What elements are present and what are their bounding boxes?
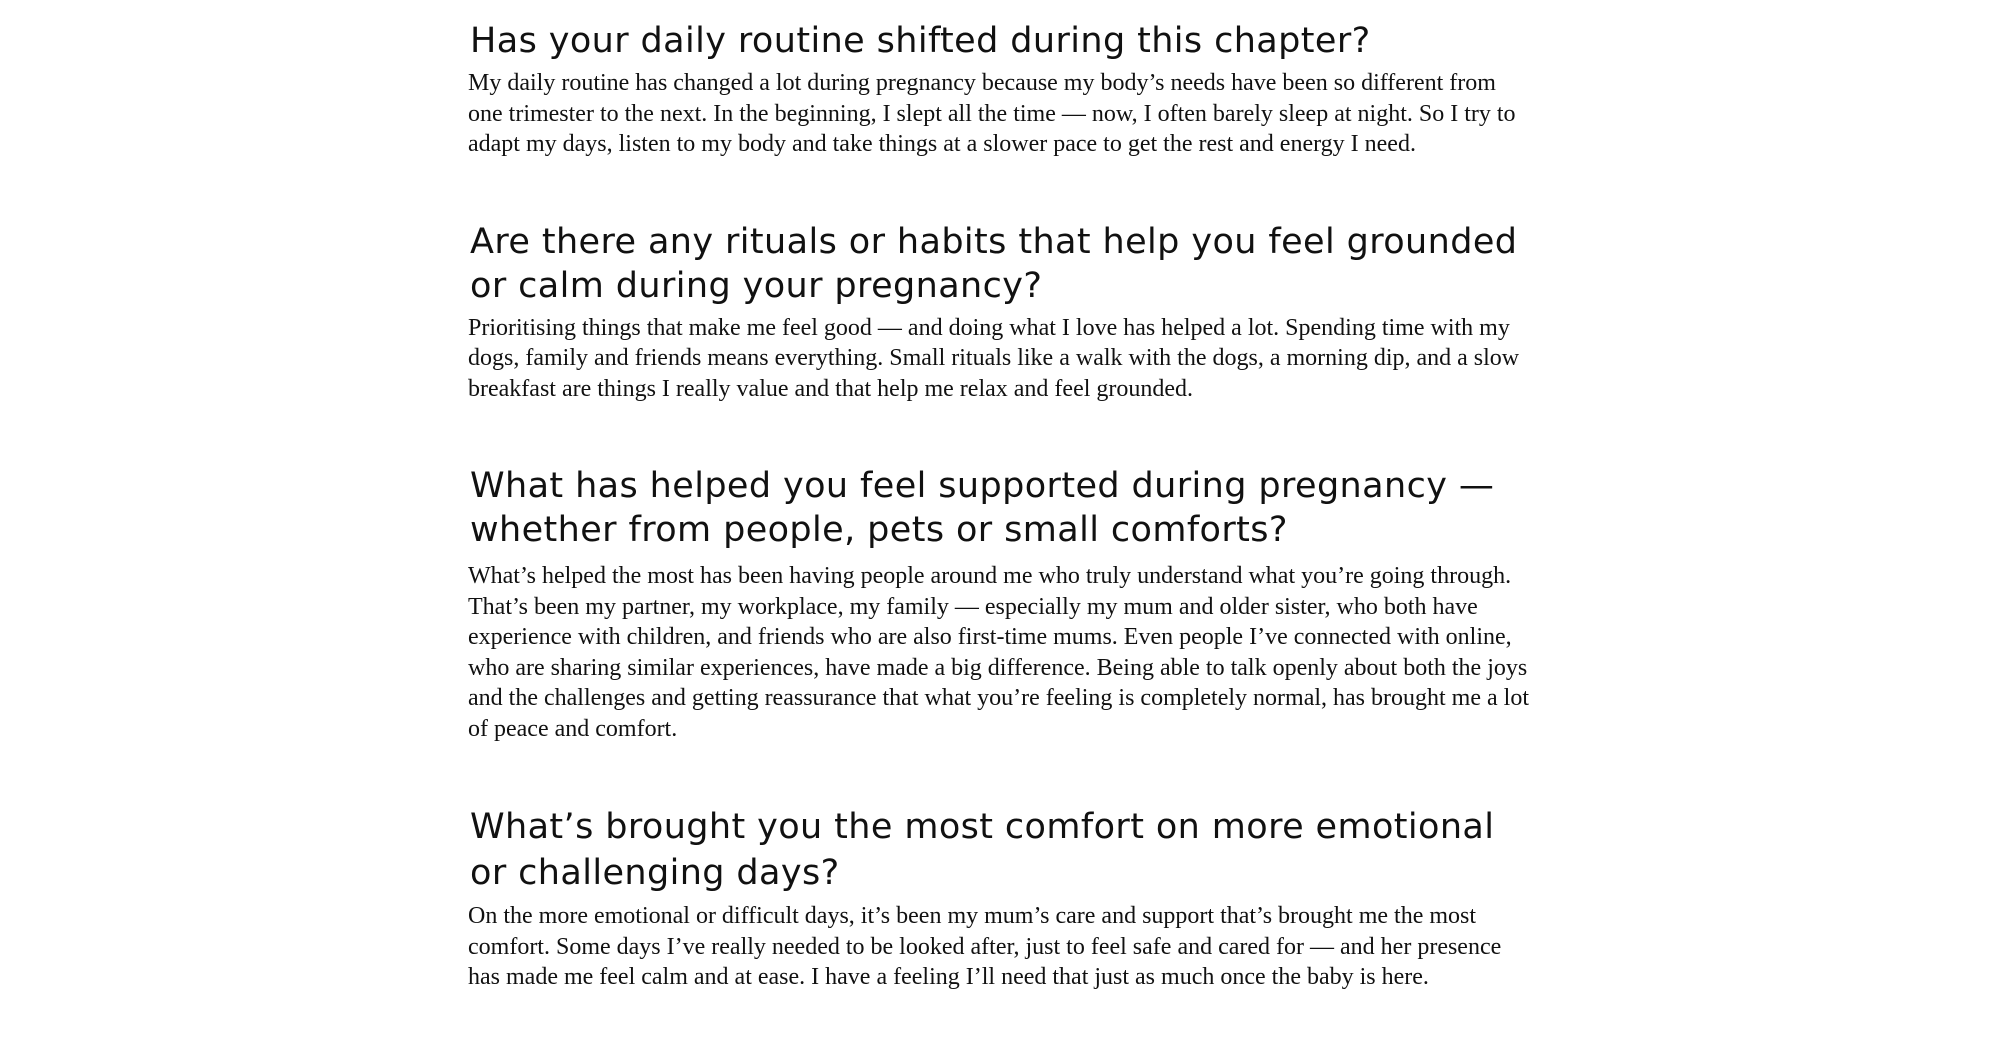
question-heading: Are there any rituals or habits that help you feel grounded or calm during your pregnancy?	[470, 221, 1518, 306]
answer-paragraph: My daily routine has changed a lot during pregnancy because my body’s needs have been so different from one trimester to the next. In the beginning, I slept all the time — now, I often barely sleep at night. So I try to adapt my days, listen to my body and take things at a slower pace to get the rest and energy I need.	[468, 70, 1516, 157]
qa-section-daily-routine	[468, 0, 1533, 160]
answer-paragraph: What’s helped the most has been having people around me who truly understand what you’re going through. That’s been my partner, my workplace, my family — especially my mum and older sister, who both have experience with children, and friends who are also first-time mums. Even people I’ve connected with online, who are sharing similar experiences, have made a big difference. Being able to talk openly about both the joys and the challenges and getting reassurance that what you’re feeling is completely normal, has brought me a lot of peace and comfort.	[468, 563, 1529, 742]
question-heading: What has helped you feel supported during pregnancy — whether from people, pets or small comforts?	[470, 466, 1495, 550]
qa-section-comfort	[468, 804, 1533, 993]
answer-paragraph: Prioritising things that make me feel good — and doing what I love has helped a lot. Spending time with my dogs, family and friends means everything. Small rituals like a walk with the dogs, a morning dip, and a slow breakfast are things I really value and that help me relax and feel grounded.	[468, 314, 1520, 402]
qa-section-rituals	[468, 220, 1533, 405]
question-heading: Has your daily routine shifted during this chapter?	[470, 21, 1371, 61]
answer-paragraph: On the more emotional or difficult days, it’s been my mum’s care and support that’s brought me the most comfort. Some days I’ve really needed to be looked after, just to feel safe and cared for — and her presence has made me feel calm and at ease. I have a feeling I’ll need that just as much once the baby is here.	[468, 903, 1502, 990]
article-body	[468, 0, 1533, 1053]
qa-section-support	[468, 464, 1533, 744]
question-heading: What’s brought you the most comfort on more emotional or challenging days?	[470, 807, 1495, 893]
